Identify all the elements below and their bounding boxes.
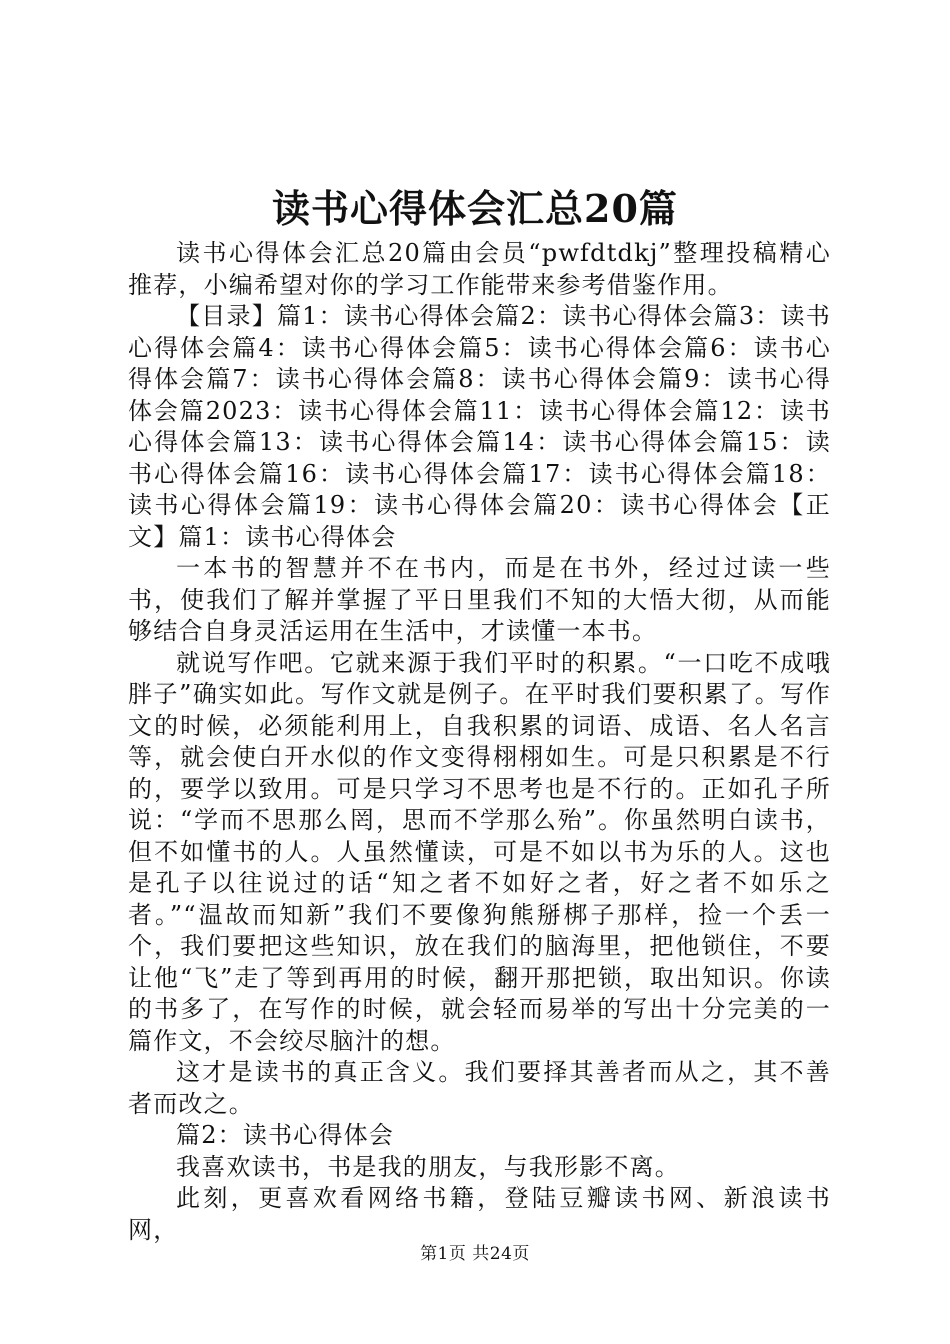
intro-paragraph: 读书心得体会汇总20篇由会员“pwfdtdkj”整理投稿精心推荐，小编希望对你的学习工作能带来参考借鉴作用。 xyxy=(128,239,831,299)
body-paragraph: 这才是读书的真正含义。我们要择其善者而从之，其不善者而改之。 xyxy=(128,1058,831,1118)
table-of-contents-paragraph: 【目录】篇1：读书心得体会篇2：读书心得体会篇3：读书心得体会篇4：读书心得体会篇5：读书心得体会篇6：读书心得体会篇7：读书心得体会篇8：读书心得体会篇9：读书心得体会篇2023：读书心得体会篇11：读书心得体会篇12：读书心得体会篇13：读书心得体会篇14：读书心得体会篇15：读书心得体会篇16：读书心得体会篇17：读书心得体会篇18：读书心得体会篇19：读书心得体会篇20：读书心得体会【正文】篇1：读书心得体会 xyxy=(128,302,831,551)
body-paragraph: 一本书的智慧并不在书内，而是在书外，经过过读一些书，使我们了解并掌握了平日里我们不知的大悟大彻，从而能够结合自身灵活运用在生活中，才读懂一本书。 xyxy=(128,554,831,645)
page-number-footer: 第1页 共24页 xyxy=(420,1244,530,1264)
body-paragraph: 就说写作吧。它就来源于我们平时的积累。“一口吃不成哦胖子”确实如此。写作文就是例子。在平时我们要积累了。写作文的时候，必须能利用上，自我积累的词语、成语、名人名言等，就会使白开水似的作文变得栩栩如生。可是只积累是不行的，要学以致用。可是只学习不思考也是不行的。正如孔子所说：“学而不思那么罔，思而不学那么殆”。你虽然明白读书，但不如懂书的人。人虽然懂读，可是不如以书为乐的人。这也是孔子以往说过的话“知之者不如好之者，好之者不如乐之者。”“温故而知新”我们不要像狗熊掰梆子那样，捡一个丢一个，我们要把这些知识，放在我们的脑海里，把他锁住，不要让他“飞”走了等到再用的时候，翻开那把锁，取出知识。你读的书多了，在写作的时候，就会轻而易举的写出十分完美的一篇作文，不会绞尽脑汁的想。 xyxy=(128,648,831,1055)
page-title: 读书心得体会汇总20篇 xyxy=(272,186,678,231)
section-heading: 篇2：读书心得体会 xyxy=(176,1121,395,1149)
body-paragraph: 我喜欢读书，书是我的朋友，与我形影不离。 xyxy=(176,1152,680,1181)
document-body xyxy=(128,238,831,1246)
body-paragraph: 此刻，更喜欢看网络书籍，登陆豆瓣读书网、新浪读书网， xyxy=(128,1184,831,1244)
